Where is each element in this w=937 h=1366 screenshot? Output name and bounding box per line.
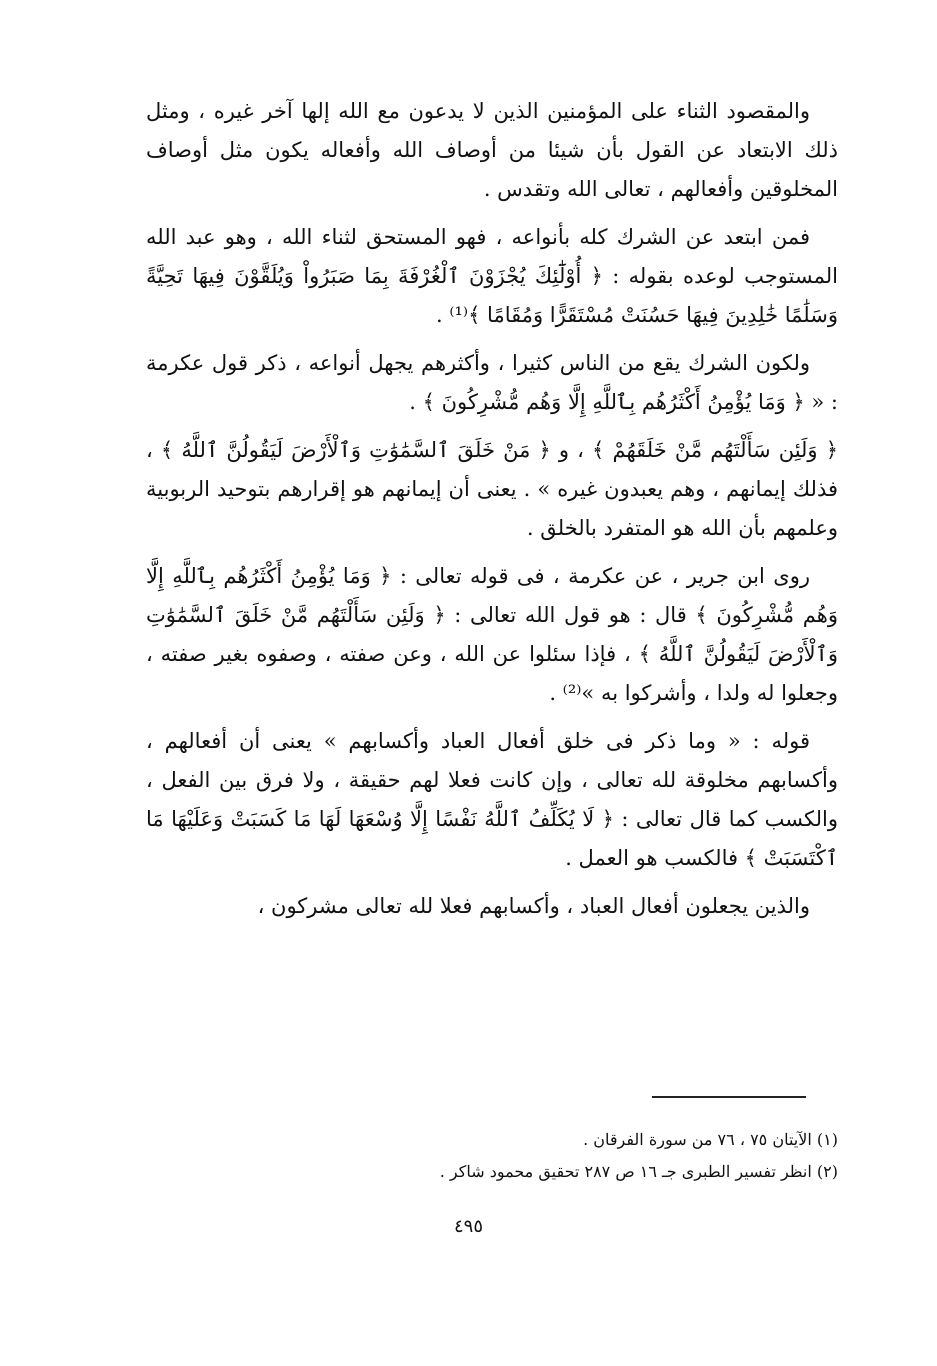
footnote-divider: [652, 1096, 806, 1098]
paragraph-2: فمن ابتعد عن الشرك كله بأنواعه ، فهو المستحق لثناء الله ، وهو عبد الله المستوجب لوعده بقوله : ﴿ أُوْلَٰٓئِكَ يُجْزَوْنَ ٱلْغُرْفَةَ بِمَا صَبَرُواْ وَيُلَقَّوْنَ فِيهَا تَحِيَّةً وَسَلَٰمًا خَٰلِدِينَ فِيهَا حَسُنَتْ مُسْتَقَرًّا وَمُقَامًا ﴾⁽¹⁾ .: [146, 225, 838, 327]
paragraph-7: والذين يجعلون أفعال العباد ، وأكسابهم فعلا لله تعالى مشركون ،: [257, 894, 810, 918]
footnote-2: (٢) انظر تفسير الطبرى جـ ١٦ ص ٢٨٧ تحقيق محمود شاكر .: [439, 1162, 838, 1181]
page-number: ٤٩٥: [453, 1216, 483, 1237]
paragraph-4: ﴿ وَلَئِن سَأَلْتَهُم مَّنْ خَلَقَهُمْ ﴾ ، و ﴿ مَنْ خَلَقَ ٱلسَّمَٰوَٰتِ وَٱلْأَرْضَ لَيَقُولُنَّ ٱللَّهُ ﴾ ، فذلك إيمانهم ، وهم يعبدون غيره » . يعنى أن إيمانهم هو إقرارهم بتوحيد الربوبية وعلمهم بأن الله هو المتفرد بالخلق .: [146, 438, 838, 540]
paragraph-5: روى ابن جرير ، عن عكرمة ، فى قوله تعالى : ﴿ وَمَا يُؤْمِنُ أَكْثَرُهُم بِٱللَّهِ إِلَّا وَهُم مُّشْرِكُونَ ﴾ قال : هو قول الله تعالى : ﴿ وَلَئِن سَأَلْتَهُم مَّنْ خَلَقَ ٱلسَّمَٰوَٰتِ وَٱلْأَرْضَ لَيَقُولُنَّ ٱللَّهُ ﴾ ، فإذا سئلوا عن الله ، وعن صفته ، وصفوه بغير صفته ، وجعلوا له ولدا ، وأشركوا به »⁽²⁾ .: [146, 564, 838, 705]
paragraph-3: ولكون الشرك يقع من الناس كثيرا ، وأكثرهم يجهل أنواعه ، ذكر قول عكرمة : « ﴿ وَمَا يُؤْمِنُ أَكْثَرُهُم بِٱللَّهِ إِلَّا وَهُم مُّشْرِكُونَ ﴾ .: [146, 351, 838, 414]
footnote-1: (١) الآيتان ٧٥ ، ٧٦ من سورة الفرقان .: [583, 1130, 838, 1149]
paragraph-1: والمقصود الثناء على المؤمنين الذين لا يدعون مع الله إلها آخر غيره ، ومثل ذلك الابتعاد عن القول بأن شيئا من أوصاف الله وأفعاله يكون مثل أوصاف المخلوقين وأفعالهم ، تعالى الله وتقدس .: [146, 99, 838, 201]
main-text: [146, 92, 838, 935]
footnotes: [146, 1124, 838, 1188]
paragraph-6: قوله : « وما ذكر فى خلق أفعال العباد وأكسابهم » يعنى أن أفعالهم ، وأكسابهم مخلوقة لله تعالى ، وإن كانت فعلا لهم حقيقة ، ولا فرق بين الفعل ، والكسب كما قال تعالى : ﴿ لَا يُكَلِّفُ ٱللَّهُ نَفْسًا إِلَّا وُسْعَهَا لَهَا مَا كَسَبَتْ وَعَلَيْهَا مَا ٱكْتَسَبَتْ ﴾ فالكسب هو العمل .: [146, 729, 838, 870]
